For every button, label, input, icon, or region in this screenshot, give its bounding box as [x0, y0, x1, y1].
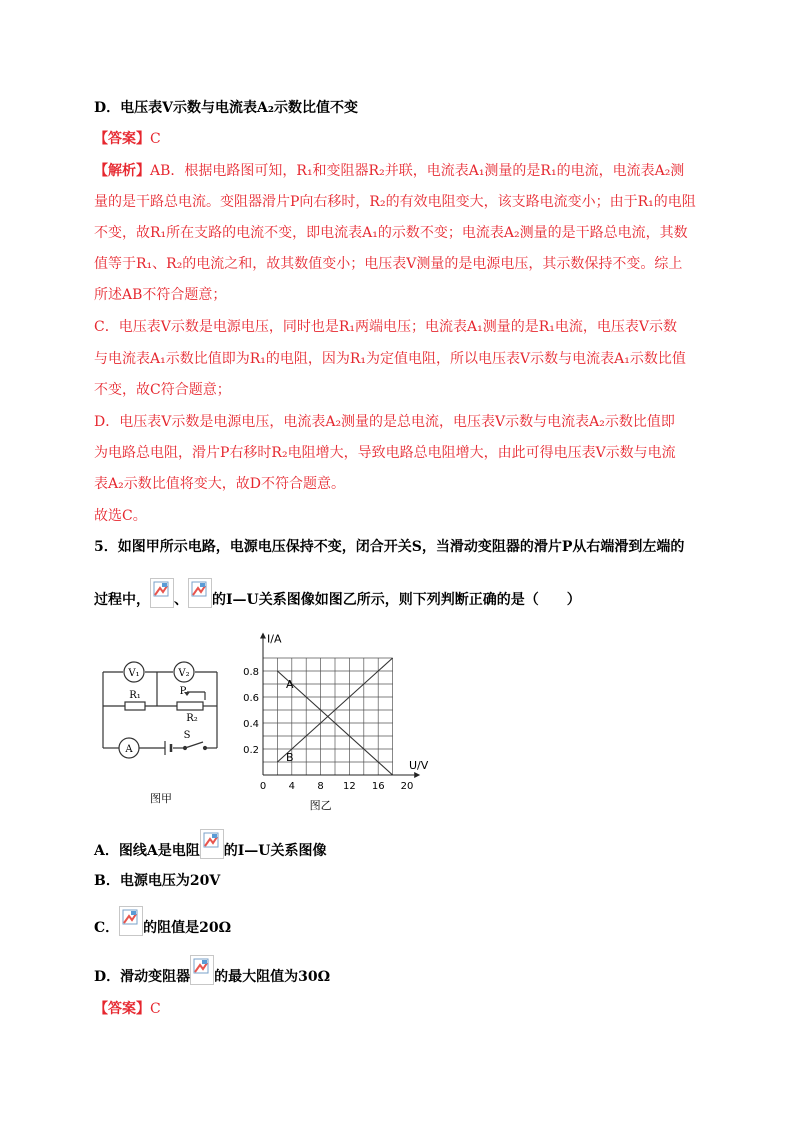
option-a: [94, 829, 327, 860]
x-tick-label: 12: [343, 781, 356, 792]
chart-caption: 图乙: [309, 799, 332, 812]
series-label-b: B: [286, 750, 294, 764]
q5-suffix: 的I—U关系图像如图乙所示，则下列判断正确的是（ ）: [212, 592, 581, 608]
broken-image-icon: [190, 955, 214, 985]
x-tick-label: 16: [371, 781, 385, 792]
answer-tag-2: 【答案】: [94, 1001, 150, 1017]
switch-label: S: [183, 730, 191, 741]
broken-image-icon: [200, 829, 224, 859]
analysis-line-11: 故选C。: [94, 508, 147, 524]
q5-sep: 、: [174, 592, 188, 608]
x-tick-label: 0: [259, 781, 267, 792]
analysis-line-2: 不变，故R₁所在支路的电流不变，即电流表A₁的示数不变；电流表A₂测量的是干路总电流，其数: [94, 225, 688, 241]
question-5-line-2: [94, 578, 581, 609]
y-tick-label: 0.4: [243, 719, 259, 730]
answer-value: C: [150, 131, 161, 147]
broken-image-icon: [188, 578, 212, 608]
x-tick-label: 4: [288, 781, 295, 792]
option-d-suffix: 的最大阻值为30Ω: [214, 969, 331, 985]
analysis-line-9: 为电路总电阻，滑片P右移时R₂电阻增大，导致电路总电阻增大，由此可得电压表V示数与电流: [94, 445, 676, 461]
option-a-prefix: A．图线A是电阻: [94, 843, 200, 859]
option-c-suffix: 的阻值是20Ω: [143, 920, 232, 936]
p-label: P: [179, 686, 187, 697]
r1-label: R₁: [129, 690, 141, 701]
circuit-caption: 图甲: [150, 792, 172, 805]
analysis-line-6: 与电流表A₁示数比值即为R₁的电阻，因为R₁为定值电阻，所以电压表V示数与电流表A₁示数比值: [94, 351, 686, 367]
analysis-text-0: AB．根据电路图可知，R₁和变阻器R₂并联，电流表A₁测量的是R₁的电流，电流表A₂测: [150, 163, 685, 179]
x-axis-arrow: [414, 772, 420, 778]
x-tick-label: 20: [400, 781, 414, 792]
option-d: [94, 955, 330, 986]
v2-label: V₂: [178, 668, 190, 679]
broken-image-icon: [150, 578, 174, 608]
analysis-line-5: C．电压表V示数是电源电压，同时也是R₁两端电压；电流表A₁测量的是R₁电流，电压表V示数: [94, 319, 677, 335]
option-d-previous: D．电压表V示数与电流表A₂示数比值不变: [94, 100, 358, 116]
answer-value-2: C: [150, 1001, 161, 1017]
q5-prefix: 过程中，: [94, 592, 150, 608]
y-tick-label: 0.8: [243, 667, 259, 678]
analysis-line-8: D．电压表V示数是电源电压，电流表A₂测量的是总电流，电压表V示数与电流表A₂示数比值即: [94, 414, 675, 430]
answer-line-2: [94, 998, 161, 1018]
option-a-suffix: 的I—U关系图像: [223, 843, 327, 859]
v1-label: V₁: [128, 668, 140, 679]
option-b: B．电源电压为20V: [94, 873, 221, 889]
analysis-line-0: [94, 160, 684, 180]
question-5-line-1: 5．如图甲所示电路，电源电压保持不变，闭合开关S，当滑动变阻器的滑片P从右端滑到左端的: [94, 539, 685, 555]
x-tick-label: 8: [317, 781, 324, 792]
circuit-diagram: [95, 650, 225, 810]
x-axis-label: U/V: [409, 759, 429, 772]
analysis-tag: 【解析】: [94, 163, 150, 179]
analysis-line-10: 表A₂示数比值将变大，故D不符合题意。: [94, 476, 345, 492]
analysis-line-4: 所述AB不符合题意；: [94, 287, 227, 303]
analysis-line-1: 量的是干路总电流。变阻器滑片P向右移时，R₂的有效电阻变大，该支路电流变小；由于R₁的电阻: [94, 194, 696, 210]
option-c: [94, 906, 231, 937]
option-c-prefix: C．: [94, 920, 120, 936]
iu-chart: [235, 615, 429, 812]
y-axis-label: I/A: [267, 632, 282, 646]
r2-label: R₂: [186, 713, 198, 724]
y-tick-label: 0.2: [243, 745, 259, 756]
analysis-line-7: 不变，故C符合题意；: [94, 382, 231, 398]
ammeter-label: A: [125, 744, 133, 755]
answer-tag: 【答案】: [94, 131, 150, 147]
y-axis-arrow: [260, 633, 266, 639]
broken-image-icon: [119, 906, 143, 936]
answer-line: [94, 128, 161, 148]
option-d-prefix: D．滑动变阻器: [94, 969, 191, 985]
analysis-line-3: 值等于R₁、R₂的电流之和，故其数值变小；电压表V测量的是电源电压，其示数保持不变。综上: [94, 256, 683, 272]
series-label-a: A: [286, 678, 294, 691]
y-tick-label: 0.6: [243, 693, 259, 704]
